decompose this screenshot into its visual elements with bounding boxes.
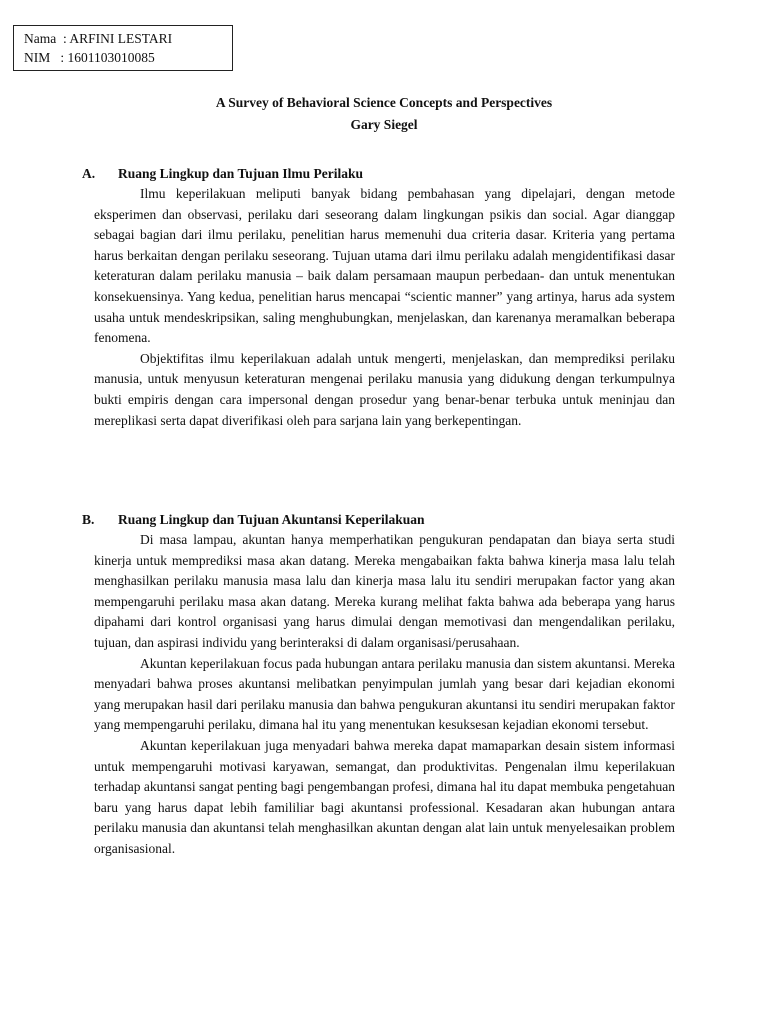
section-a-paragraph-1: Ilmu keperilakuan meliputi banyak bidang pembahasan yang dipelajari, dengan metode eksperimen dan observasi, perilaku dari seseorang dalam lingkungan psikis dan social. Agar dianggap sebagai bagian dari ilmu perilaku, penelitian harus memenuhi dua criteria dasar. Kriteria yang pertama harus berkaitan dengan perilaku seseorang. Tujuan utama dari ilmu perilaku adalah mengidentifikasi dasar keteraturan dalam perilaku manusia – baik dalam persamaan maupun perbedaan- dan untuk menentukan konsekuensinya. Yang kedua, penelitian harus mencapai “scientic manner” yang artinya, harus ada system usaha untuk mendeskripsikan, saling menghubungkan, menjelaskan, dan karenanya meramalkan beberapa fenomena. xyxy=(94,186,675,346)
section-b xyxy=(82,510,675,860)
document-author: Gary Siegel xyxy=(350,117,418,132)
section-a-letter: A. xyxy=(82,166,96,181)
section-b-heading xyxy=(82,510,675,530)
student-name: Nama : ARFINI LESTARI xyxy=(24,31,173,46)
section-a xyxy=(82,164,675,431)
section-a-paragraph-2: Objektifitas ilmu keperilakuan adalah untuk mengerti, menjelaskan, dan memprediksi perilaku manusia, untuk menyusun keteraturan mengenai perilaku manusia yang didukung dengan terkumpulnya bukti empiris dengan cara impersonal dengan prosedur yang benar-benar terbuka untuk meninjau dan mereplikasi serta dapat diverifikasi oleh para sarjana lain yang berkepentingan. xyxy=(94,350,675,428)
student-nim: NIM : 1601103010085 xyxy=(24,50,155,65)
document-title-block xyxy=(0,92,768,136)
section-b-paragraph-2: Akuntan keperilakuan focus pada hubungan antara perilaku manusia dan sistem akuntansi. Mereka menyadari bahwa proses akuntansi melibatkan penyimpulan jumlah yang besar dari kejadian ekonomi yang merupakan hasil dari perilaku manusia dan bahwa pengukuran akuntansi itu sendiri merupakan faktor yang mempengaruhi perilaku, dimana hal itu yang menentukan kesuksesan kejadian ekonomi tersebut. xyxy=(94,655,675,733)
section-a-heading xyxy=(82,164,675,184)
section-a-title: Ruang Lingkup dan Tujuan Ilmu Perilaku xyxy=(118,166,363,181)
student-id-box xyxy=(13,25,233,71)
section-b-paragraph-1: Di masa lampau, akuntan hanya memperhatikan pengukuran pendapatan dan biaya serta studi kinerja untuk memprediksi masa akan datang. Mereka mengabaikan fakta bahwa kinerja masa lalu telah menghasilkan perilaku manusia masa lalu dan kinerja masa lalu itu sendiri merupakan factor yang akan mempengaruhi perilaku masa akan datang. Mereka kurang melihat fakta bahwa ada beberapa yang harus dipahami dari kontrol organisasi yang harus dimulai dengan memotivasi dan mengendalikan perilaku, tujuan, dan aspirasi individu yang berinteraksi di dalam organisasi/perusahaan. xyxy=(94,532,675,650)
section-b-title: Ruang Lingkup dan Tujuan Akuntansi Keperilakuan xyxy=(118,512,425,527)
document-title: A Survey of Behavioral Science Concepts and Perspectives xyxy=(215,95,553,110)
section-b-paragraph-3: Akuntan keperilakuan juga menyadari bahwa mereka dapat mamaparkan desain sistem informasi untuk mempengaruhi motivasi karyawan, semangat, dan produktivitas. Pengenalan ilmu keperilakuan terhadap akuntansi sangat penting bagi pengembangan profesi, dimana hal itu dapat membuka pengetahuan baru yang harus dapat lebih famililiar bagi akuntansi professional. Kesadaran akan hubungan antara perilaku manusia dan akuntansi telah menghasilkan akuntan dengan alat lain untuk menyelesaikan problem organisasional. xyxy=(94,737,675,856)
section-b-letter: B. xyxy=(82,512,95,527)
